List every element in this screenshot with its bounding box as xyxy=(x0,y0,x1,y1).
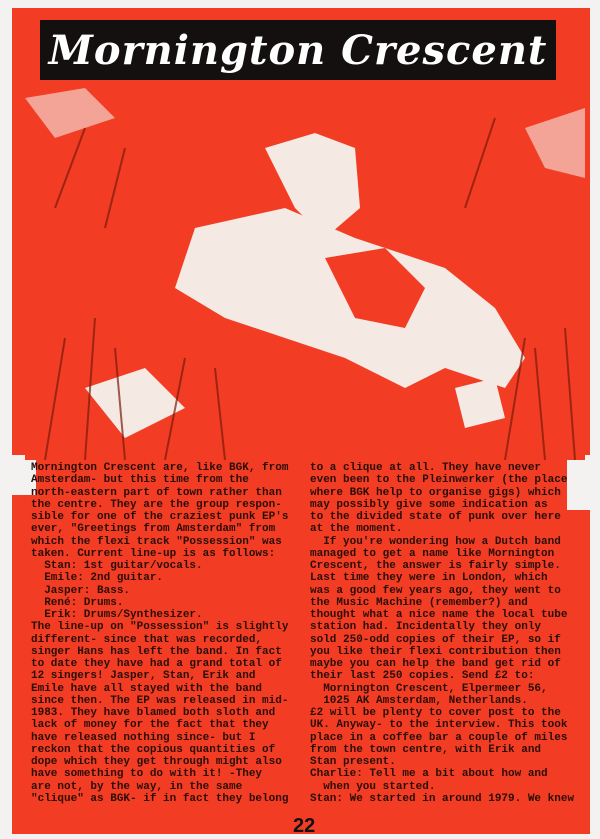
article-line: place in a coffee bar a couple of miles xyxy=(310,731,568,744)
article-line: Stan: 1st guitar/vocals. xyxy=(31,560,203,572)
article-line: to date they have had a grand total of xyxy=(31,658,282,670)
article-line: have something to do with it! -They xyxy=(31,768,263,781)
article-line: the Music Machine (remember?) and xyxy=(310,596,528,609)
article-line: may possibly give some indication as xyxy=(310,498,548,511)
article-line: dope which they get through might also xyxy=(31,756,282,768)
article-line: The line-up on "Possession" is slightly xyxy=(31,621,289,634)
article-line: was a good few years ago, they went to xyxy=(310,584,561,597)
article-line: Emile have all stayed with the band xyxy=(31,682,263,695)
article-line: Jasper: Bass. xyxy=(31,584,131,597)
article-line: you like their flexi contribution then xyxy=(310,645,561,658)
article-line: taken. Current line-up is as follows: xyxy=(31,547,276,560)
article-line: Stan present. xyxy=(310,756,396,768)
article-line: even been to the Pleinwerker (the place xyxy=(310,474,568,487)
article-line: If you're wondering how a Dutch band xyxy=(310,535,561,548)
article-line: "clique" as BGK- if in fact they belong xyxy=(31,792,289,805)
article-line: Mornington Crescent, Elpermeer 56, xyxy=(310,682,548,695)
article-line: different- since that was recorded, xyxy=(31,633,263,646)
page-number: 22 xyxy=(293,815,316,837)
band-photo xyxy=(25,88,585,460)
article-line: 12 singers! Jasper, Stan, Erik and xyxy=(31,670,256,683)
article-line: maybe you can help the band get rid of xyxy=(310,658,561,670)
article-line: when you started. xyxy=(310,780,436,793)
article-line: Stan: We started in around 1979. We knew xyxy=(310,792,575,805)
article-column-left xyxy=(31,462,288,805)
article-line: thought what a nice name the local tube xyxy=(310,609,568,621)
article-line: ever, "Greetings from Amsterdam" from xyxy=(31,523,276,536)
article-line: 1983. They have blamed both sloth and xyxy=(31,707,276,719)
article-line: have released nothing since- but I xyxy=(31,731,256,744)
article-line: are not, by the way, in the same xyxy=(31,780,243,793)
article-line: managed to get a name like Mornington xyxy=(310,547,555,560)
article-line: Crescent, the answer is fairly simple. xyxy=(310,560,561,572)
article-line: reckon that the copious quantities of xyxy=(31,743,276,756)
article-line: Amsterdam- but this time from the xyxy=(31,474,249,487)
page-title: Mornington Crescent xyxy=(48,26,548,74)
article-line: Charlie: Tell me a bit about how and xyxy=(310,768,548,781)
article-line: their last 250 copies. Send £2 to: xyxy=(310,670,535,683)
article-line: since then. The EP was released in mid- xyxy=(31,694,289,707)
article-line: sold 250-odd copies of their EP, so if xyxy=(310,633,561,646)
article-line: singer Hans has left the band. In fact xyxy=(31,645,282,658)
article-line: Mornington Crescent are, like BGK, from xyxy=(31,462,289,474)
article-line: René: Drums. xyxy=(31,596,124,609)
article-line: Erik: Drums/Synthesizer. xyxy=(31,609,203,621)
article-line: to the divided state of punk over here xyxy=(310,511,561,523)
article-line: from the town centre, with Erik and xyxy=(310,743,542,756)
article-line: at the moment. xyxy=(310,523,403,536)
article-line: station had. Incidentally they only xyxy=(310,621,542,634)
title-banner xyxy=(40,20,556,80)
article-line: to a clique at all. They have never xyxy=(310,462,542,474)
article-line: north-eastern part of town rather than xyxy=(31,486,282,499)
article-line: Last time they were in London, which xyxy=(310,572,548,585)
article-line: lack of money for the fact that they xyxy=(31,719,269,732)
article-line: the centre. They are the group respon- xyxy=(31,498,282,511)
article-line: where BGK help to organise gigs) which xyxy=(310,486,561,499)
article-line: UK. Anyway- to the interview. This took xyxy=(310,719,568,732)
article-line: Emile: 2nd guitar. xyxy=(31,572,164,585)
article-column-right xyxy=(310,462,574,805)
article-line: 1025 AK Amsterdam, Netherlands. xyxy=(310,694,528,707)
article-line: sible for one of the craziest punk EP's xyxy=(31,511,289,523)
article-line: £2 will be plenty to cover post to the xyxy=(310,707,561,719)
article-line: which the flexi track "Possession" was xyxy=(31,535,282,548)
